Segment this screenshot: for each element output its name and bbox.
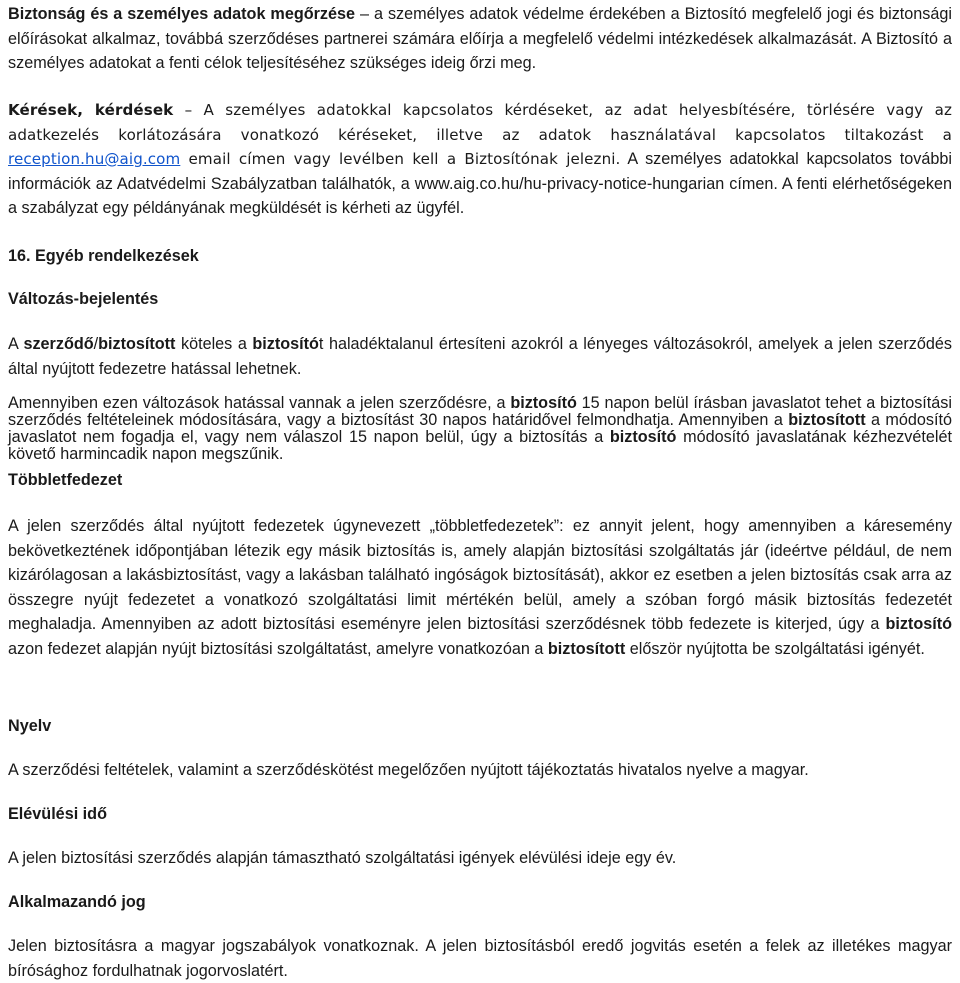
text-run: t haladéktalanul értesíteni azokról a lényeges változásokról, amelyek a jelen szerződés által nyújtott fedezetre hatással lehetnek. [8, 335, 953, 378]
subheading-change-notification: Változás-bejelentés [8, 290, 159, 308]
paragraph-limitation: A jelen biztosítási szerződés alapján támasztható szolgáltatási igények elévülési ideje egy év. [8, 849, 677, 867]
text-run: először nyújtotta be szolgáltatási igényét. [625, 639, 925, 658]
subheading-extra-coverage: Többletfedezet [8, 471, 123, 489]
paragraph-extra-coverage [8, 514, 952, 661]
text-run: / [93, 335, 99, 353]
paragraph-language: A szerződési feltételek, valamint a szerződéskötést megelőzően nyújtott tájékoztatás hivatalos nyelve a magyar. [8, 761, 809, 779]
paragraph-text: – a személyes adatok védelme érdekében a Biztosító megfelelő jogi és biztonsági előírásokat alkalmaz, továbbá szerződéses partnerei számára előírja a megfelelő védelmi intézkedések alkalmazását. A Biztosító a személyes adatokat a fenti célok teljesítéséhez szükséges ideig őrzi meg. [8, 5, 953, 72]
subheading-applicable-law: Alkalmazandó jog [8, 893, 146, 911]
email-link[interactable]: reception.hu@aig.com [8, 150, 181, 168]
subheading-language: Nyelv [8, 717, 52, 735]
bold-term: biztosító [252, 335, 319, 353]
text-run: Amennyiben ezen változások hatással vannak a jelen szerződésre, a [8, 394, 511, 412]
paragraph-text-a: – A személyes adatokkal kapcsolatos kérdéseket, az adat helyesbítésére, törlésére vagy az adatkezelés korlátozására vonatkozó kéréseket, illetve az adatok használatával kapcsolatos tiltakozást a [8, 101, 952, 144]
bold-term: biztosított [547, 639, 626, 658]
bold-term: biztosított [98, 335, 176, 353]
paragraph-heading: Kérések, kérdések [8, 101, 174, 119]
bold-term: biztosító [510, 394, 577, 412]
text-run: 15 napon belül írásban javaslatot tehet a biztosítási szerződés feltételeinek módosítására, vagy a biztosítást 30 napos határidővel felmondhatja. Amennyiben a [8, 394, 952, 429]
paragraph-change-consequence [8, 395, 952, 463]
text-run: azon fedezet alapján nyújt biztosítási szolgáltatást, amelyre vonatkozóan a [8, 639, 548, 658]
bold-term: biztosító [885, 615, 952, 633]
text-run: a módosító javaslatot nem fogadja el, vagy nem válaszol 15 napon belül, úgy a biztosítás a [8, 411, 952, 446]
section-heading-16: 16. Egyéb rendelkezések [8, 247, 199, 265]
paragraph-data-security [8, 2, 952, 76]
paragraph-change-duty [8, 332, 952, 381]
paragraph-applicable-law: Jelen biztosításra a magyar jogszabályok vonatkoznak. A jelen biztosításból eredő jogvitás esetén a felek az illetékes magyar bírósághoz fordulhatnak jogorvoslatért. [8, 937, 952, 980]
paragraph-requests [8, 98, 952, 221]
text-run: köteles a [175, 335, 253, 353]
bold-term: biztosított [788, 411, 866, 429]
subheading-limitation: Elévülési idő [8, 805, 107, 823]
text-run: A [8, 335, 24, 353]
bold-term: szerződő [23, 335, 94, 353]
paragraph-text-c: A személyes adatokkal kapcsolatos további információk az Adatvédelmi Szabályzatban találhatók, a www.aig.co.hu/hu-privacy-notice-hungarian címen. A fenti elérhetőségeken a szabályzat egy példányának megküldését is kérheti az ügyfél. [8, 150, 952, 217]
paragraph-heading: Biztonság és a személyes adatok megőrzése [8, 5, 356, 23]
bold-term: biztosító [609, 428, 677, 446]
paragraph-text-b: email címen vagy levélben kell a Biztosítónak jelezni. [180, 150, 621, 168]
text-run: A jelen szerződés által nyújtott fedezetek úgynevezett „többletfedezetek”: ez annyit jelent, hogy amennyiben a káresemény bekövetkeztének időpontjában létezik egy másik biztosítás is, amely alapján biztosítási szolgáltatás jár (ideértve például, de nem kizárólagosan a lakásbiztosítást, vagy a lakásban található ingóságok biztosítását), akkor ez esetben a jelen biztosítás csak arra az összegre nyújt fedezetet a vonatkozó szolgáltatási limit mértékén belül, amely a szóban forgó másik biztosítás fedezetét meghaladja. Amennyiben az adott biztosítási eseményre jelen biztosítási szerződésnek több fedezete is kiterjed, úgy a [8, 517, 952, 633]
text-run: módosító javaslatának kézhezvételét követő harmincadik napon megszűnik. [8, 428, 952, 463]
